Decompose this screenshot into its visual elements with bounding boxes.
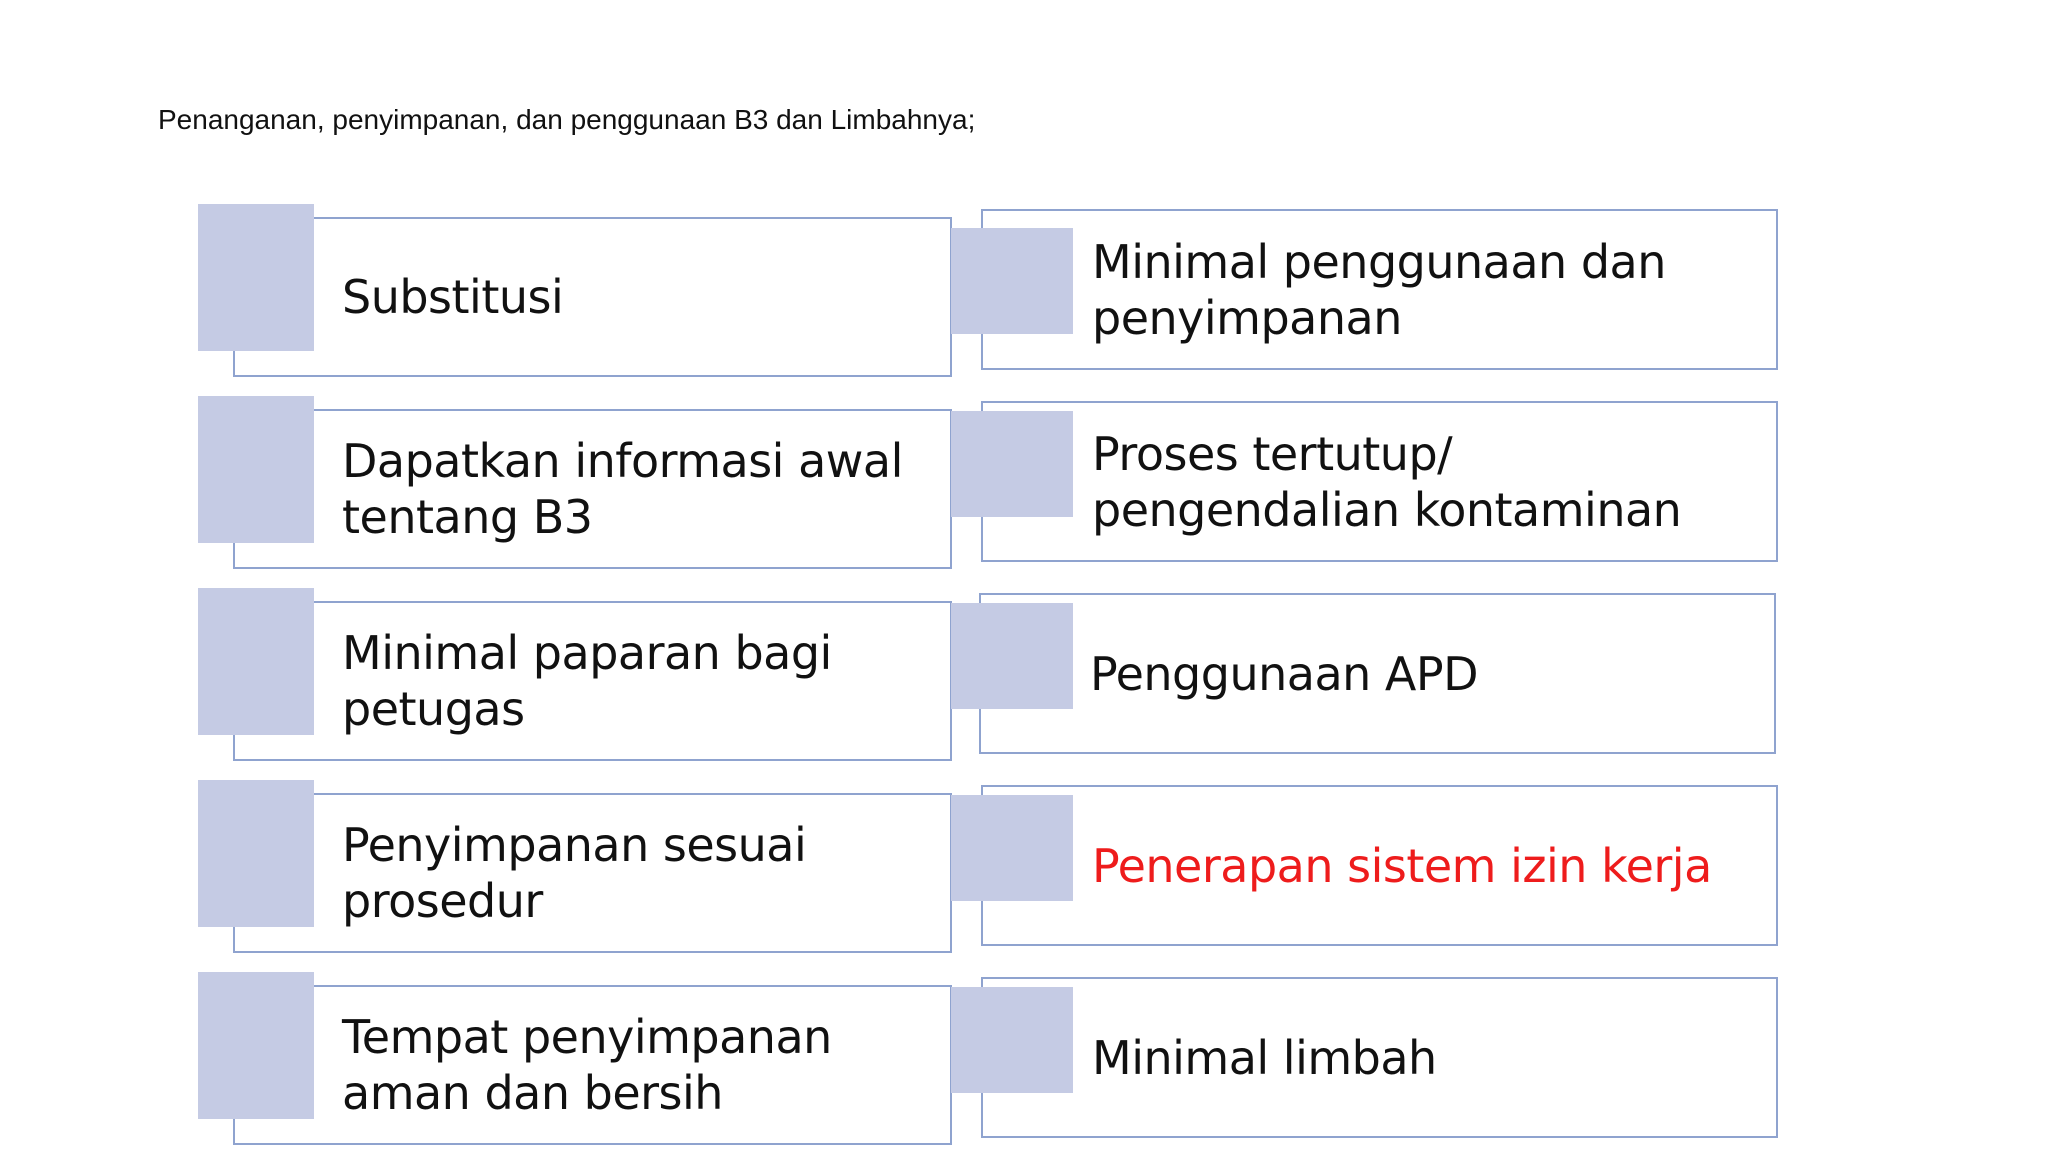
item-label: Minimal limbah [1092,1030,1437,1085]
item-marker [951,795,1073,901]
item-label-highlighted: Penerapan sistem izin kerja [1092,838,1712,893]
item-marker [198,972,314,1119]
item-marker [951,603,1073,709]
item-marker [951,228,1073,334]
page-heading: Penanganan, penyimpanan, dan penggunaan B3 dan Limbahnya; [158,104,976,135]
item-marker [198,204,314,351]
item-label: Penggunaan APD [1090,646,1479,701]
item-label: Minimal penggunaan dan penyimpanan [1092,234,1666,345]
item-marker [198,396,314,543]
item-marker [951,987,1073,1093]
item-label: Minimal paparan bagi petugas [342,626,832,736]
item-marker [198,780,314,927]
item-marker [198,588,314,735]
item-label: Proses tertutup/ pengendalian kontaminan [1092,426,1682,537]
item-label: Dapatkan informasi awal tentang B3 [342,434,903,544]
item-marker [951,411,1073,517]
item-label: Tempat penyimpanan aman dan bersih [342,1010,832,1120]
item-label: Substitusi [342,270,564,324]
item-label: Penyimpanan sesuai prosedur [342,818,807,928]
